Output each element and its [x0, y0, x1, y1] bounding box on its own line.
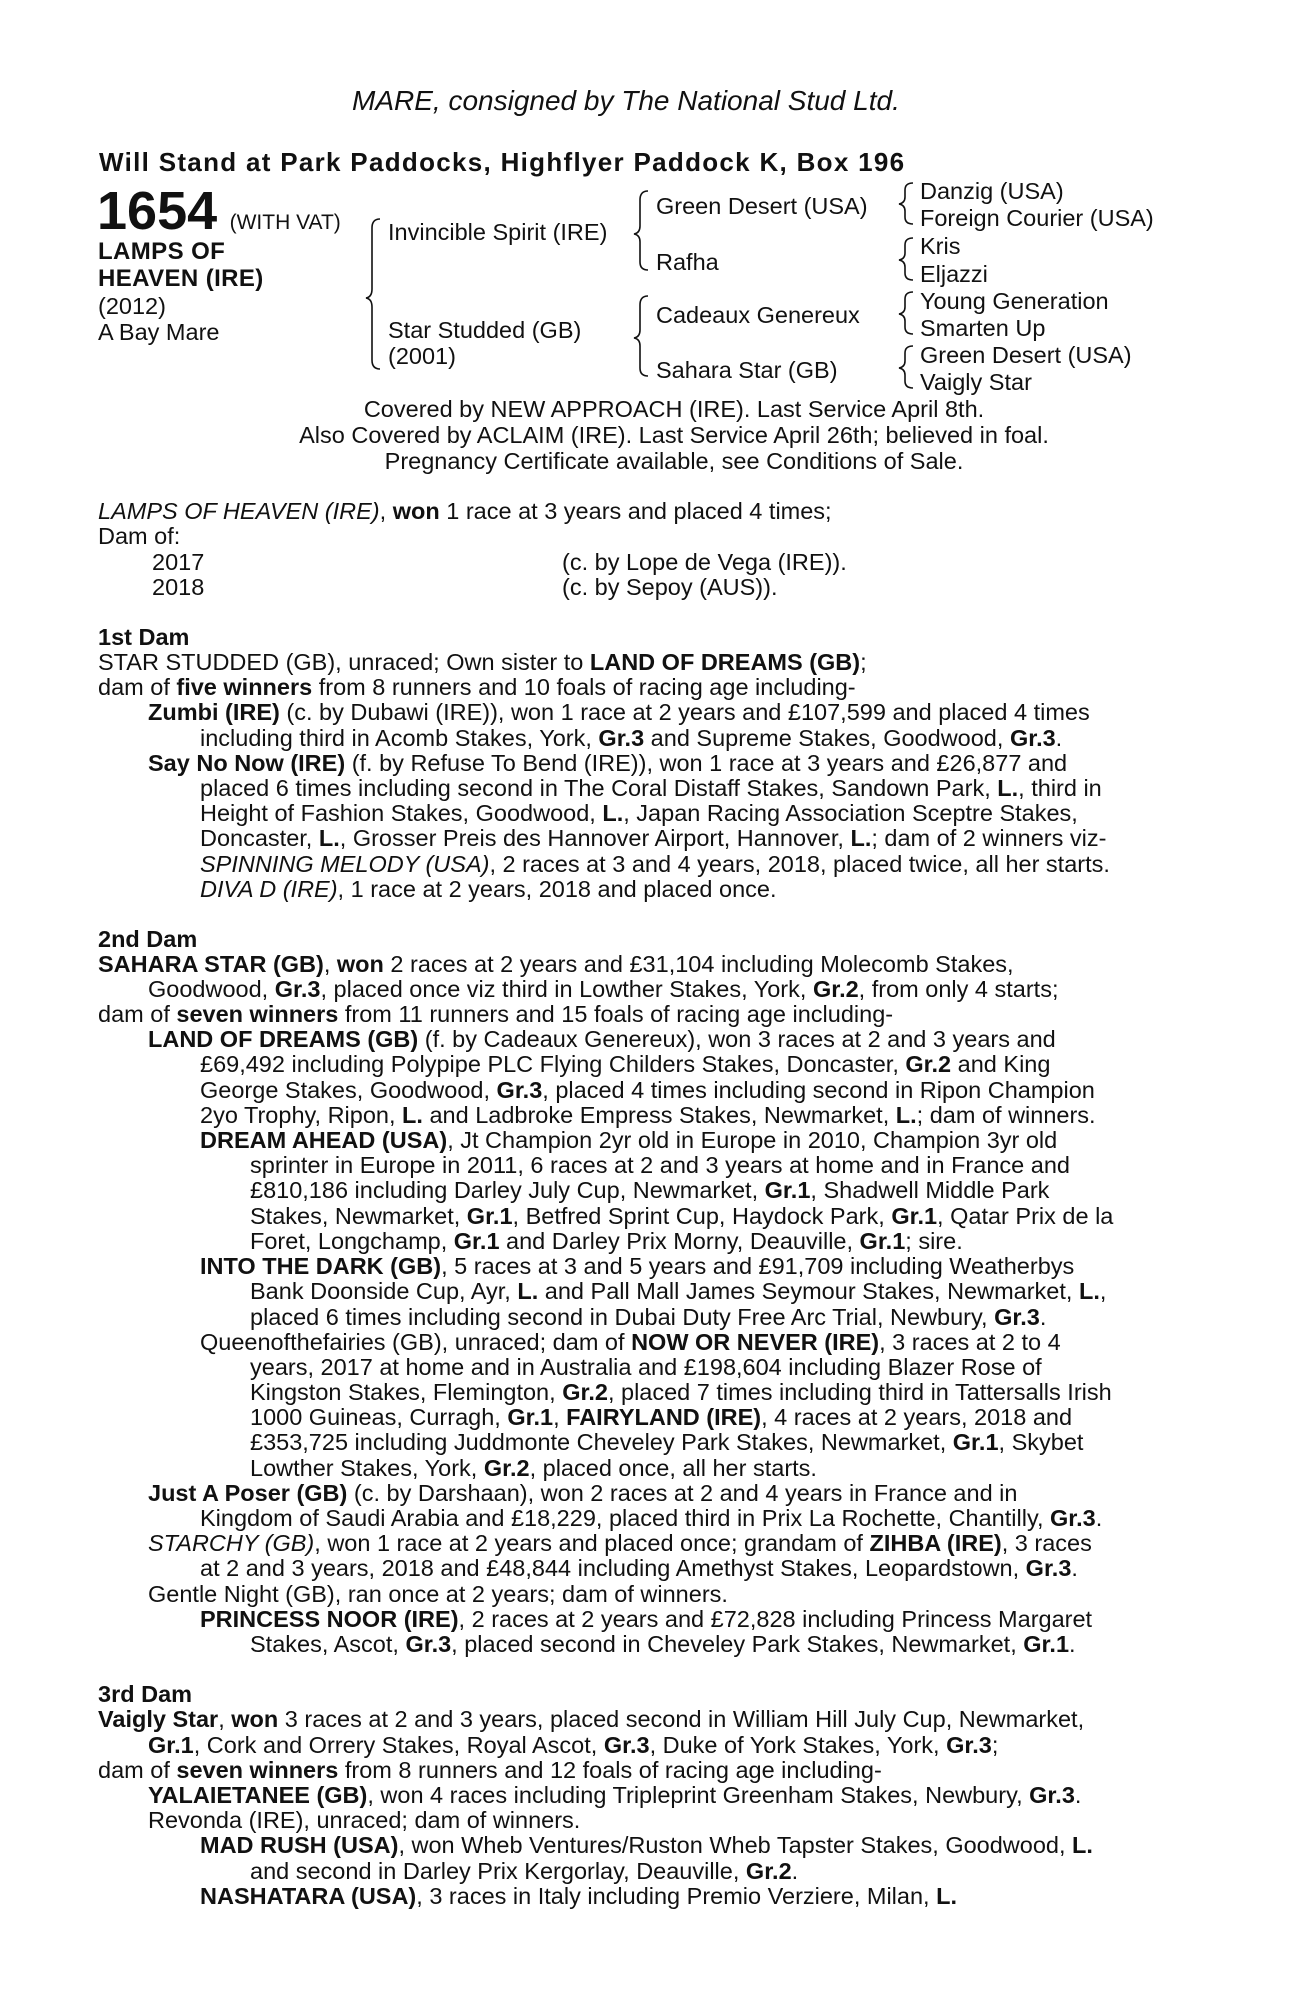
- dam2-line: SAHARA STAR (GB), won 2 races at 2 years and £31,104 including Molecomb Stakes,: [98, 951, 1014, 977]
- dam-sire-dam: Smarten Up: [920, 315, 1046, 341]
- dam3-line: MAD RUSH (USA), won Wheb Ventures/Ruston Wheb Tapster Stakes, Goodwood, L.: [200, 1832, 1093, 1858]
- produce-year: 2018: [152, 574, 205, 600]
- dam2-line: LAND OF DREAMS (GB) (f. by Cadeaux Genereux), won 3 races at 2 and 3 years and: [148, 1026, 1056, 1052]
- dam1-line: SPINNING MELODY (USA), 2 races at 3 and 4 years, 2018, placed twice, all her starts.: [200, 851, 1110, 877]
- produce-detail: (c. by Sepoy (AUS)).: [562, 574, 778, 600]
- dam1-line: DIVA D (IRE), 1 race at 2 years, 2018 and placed once.: [200, 876, 777, 902]
- dam-dam-sire: Green Desert (USA): [920, 342, 1132, 368]
- sire-dam-sire: Kris: [920, 233, 961, 259]
- dam2-line: at 2 and 3 years, 2018 and £48,844 including Amethyst Stakes, Leopardstown, Gr.3.: [200, 1555, 1078, 1581]
- dam3-line: Vaigly Star, won 3 races at 2 and 3 years, placed second in William Hill July Cup, Newmarket,: [98, 1706, 1085, 1732]
- produce-year: 2017: [152, 549, 205, 575]
- intro-won: won: [392, 498, 440, 524]
- dam-dam: Sahara Star (GB): [656, 357, 838, 383]
- dam-sire-sire: Young Generation: [920, 288, 1109, 314]
- dam2-line: Goodwood, Gr.3, placed once viz third in Lowther Stakes, York, Gr.2, from only 4 starts;: [148, 976, 1059, 1002]
- intro-horse-name: LAMPS OF HEAVEN (IRE): [98, 498, 380, 524]
- foaling-year: (2012): [98, 293, 166, 319]
- dam-year: (2001): [388, 343, 456, 369]
- dam3-line: Revonda (IRE), unraced; dam of winners.: [148, 1807, 581, 1833]
- dam3-line: and second in Darley Prix Kergorlay, Deauville, Gr.2.: [250, 1858, 799, 1884]
- dam2-line: Foret, Longchamp, Gr.1 and Darley Prix Morny, Deauville, Gr.1; sire.: [250, 1228, 963, 1254]
- dam3-line: NASHATARA (USA), 3 races in Italy including Premio Verziere, Milan, L.: [200, 1883, 957, 1909]
- horse-name-line2: HEAVEN (IRE): [98, 265, 264, 292]
- dam2-line: DREAM AHEAD (USA), Jt Champion 2yr old in Europe in 2010, Champion 3yr old: [200, 1127, 1058, 1153]
- covered-note: Covered by NEW APPROACH (IRE). Last Service April 8th.: [363, 396, 985, 422]
- dam1-line: including third in Acomb Stakes, York, Gr.3 and Supreme Stakes, Goodwood, Gr.3.: [200, 725, 1063, 751]
- sire-dam-dam: Eljazzi: [920, 261, 988, 287]
- dam2-line: placed 6 times including second in Dubai Duty Free Arc Trial, Newbury, Gr.3.: [250, 1304, 1047, 1330]
- dam3-line: dam of seven winners from 8 runners and 12 foals of racing age including-: [98, 1757, 882, 1783]
- dam2-line: sprinter in Europe in 2011, 6 races at 2 and 3 years at home and in France and: [250, 1152, 1070, 1178]
- dam2-line: 2yo Trophy, Ripon, L. and Ladbroke Empress Stakes, Newmarket, L.; dam of winners.: [200, 1102, 1096, 1128]
- vat-label: (WITH VAT): [229, 211, 341, 234]
- dam2-line: Kingdom of Saudi Arabia and £18,229, placed third in Prix La Rochette, Chantilly, Gr.3.: [200, 1505, 1103, 1531]
- dam2-line: Bank Doonside Cup, Ayr, L. and Pall Mall James Seymour Stakes, Newmarket, L.,: [250, 1278, 1107, 1304]
- dam3-line: YALAIETANEE (GB), won 4 races including Tripleprint Greenham Stakes, Newbury, Gr.3.: [148, 1782, 1082, 1808]
- dam2-line: PRINCESS NOOR (IRE), 2 races at 2 years and £72,828 including Princess Margaret: [200, 1606, 1093, 1632]
- lot-number: 1654: [97, 181, 218, 241]
- dam1-line: Doncaster, L., Grosser Preis des Hannover Airport, Hannover, L.; dam of 2 winners viz-: [200, 825, 1107, 851]
- dam1-line: Say No Now (IRE) (f. by Refuse To Bend (IRE)), won 1 race at 3 years and £26,877 and: [148, 750, 1068, 776]
- dam2-line: Just A Poser (GB) (c. by Darshaan), won 2 races at 2 and 4 years in France and in: [148, 1480, 1018, 1506]
- consignor-line: MARE, consigned by The National Stud Ltd.: [352, 85, 900, 116]
- intro-record: 1 race at 3 years and placed 4 times;: [439, 498, 832, 524]
- dam2-line: Stakes, Ascot, Gr.3, placed second in Cheveley Park Stakes, Newmarket, Gr.1.: [250, 1631, 1076, 1657]
- produce-detail: (c. by Lope de Vega (IRE)).: [562, 549, 847, 575]
- dam2-line: £810,186 including Darley July Cup, Newmarket, Gr.1, Shadwell Middle Park: [250, 1177, 1050, 1203]
- dam2-line: George Stakes, Goodwood, Gr.3, placed 4 times including second in Ripon Champion: [200, 1077, 1095, 1103]
- dam2-line: INTO THE DARK (GB), 5 races at 3 and 5 years and £91,709 including Weatherbys: [200, 1253, 1075, 1279]
- sire-sire-sire: Danzig (USA): [920, 178, 1064, 204]
- horse-name-line1: LAMPS OF: [98, 238, 226, 265]
- sire-sire-dam: Foreign Courier (USA): [920, 205, 1154, 231]
- dam2-line: dam of seven winners from 11 runners and 15 foals of racing age including-: [98, 1001, 894, 1027]
- sire-name: Invincible Spirit (IRE): [388, 219, 608, 245]
- also-covered-note: Also Covered by ACLAIM (IRE). Last Service April 26th; believed in foal.: [299, 422, 1049, 448]
- dam2-line: 1000 Guineas, Curragh, Gr.1, FAIRYLAND (IRE), 4 races at 2 years, 2018 and: [250, 1404, 1073, 1430]
- dam2-line: Lowther Stakes, York, Gr.2, placed once, all her starts.: [250, 1455, 817, 1481]
- dam2-line: Kingston Stakes, Flemington, Gr.2, placed 7 times including third in Tattersalls Irish: [250, 1379, 1112, 1405]
- dam2-line: years, 2017 at home and in Australia and £198,604 including Blazer Rose of: [250, 1354, 1042, 1380]
- dam-dam-dam: Vaigly Star: [920, 369, 1032, 395]
- intro-line: LAMPS OF HEAVEN (IRE), won 1 race at 3 years and placed 4 times;: [98, 498, 832, 524]
- dam2-line: Gentle Night (GB), ran once at 2 years; dam of winners.: [148, 1581, 728, 1607]
- horse-description: A Bay Mare: [98, 319, 220, 345]
- dam1-line: dam of five winners from 8 runners and 10 foals of racing age including-: [98, 674, 856, 700]
- dam1-line: Zumbi (IRE) (c. by Dubawi (IRE)), won 1 race at 2 years and £107,599 and placed 4 times: [148, 699, 1090, 725]
- dam2-line: Stakes, Newmarket, Gr.1, Betfred Sprint Cup, Haydock Park, Gr.1, Qatar Prix de la: [250, 1203, 1114, 1229]
- location-line: Will Stand at Park Paddocks, Highflyer Paddock K, Box 196: [99, 147, 906, 177]
- section-heading-2nd-dam: 2nd Dam: [98, 926, 198, 952]
- dam-of-label: Dam of:: [98, 523, 181, 549]
- dam2-line: STARCHY (GB), won 1 race at 2 years and placed once; grandam of ZIHBA (IRE), 3 races: [148, 1530, 1092, 1556]
- dam2-line: £69,492 including Polypipe PLC Flying Childers Stakes, Doncaster, Gr.2 and King: [200, 1051, 1051, 1077]
- section-heading-1st-dam: 1st Dam: [98, 624, 190, 650]
- dam1-line: STAR STUDDED (GB), unraced; Own sister to LAND OF DREAMS (GB);: [98, 649, 867, 675]
- section-heading-3rd-dam: 3rd Dam: [98, 1681, 193, 1707]
- dam-sire: Cadeaux Genereux: [656, 302, 860, 328]
- dam1-line: placed 6 times including second in The Coral Distaff Stakes, Sandown Park, L., third in: [200, 775, 1102, 801]
- sire-dam: Rafha: [656, 249, 719, 275]
- dam2-line: £353,725 including Juddmonte Cheveley Park Stakes, Newmarket, Gr.1, Skybet: [250, 1429, 1084, 1455]
- dam3-line: Gr.1, Cork and Orrery Stakes, Royal Ascot, Gr.3, Duke of York Stakes, York, Gr.3;: [148, 1732, 999, 1758]
- dam-name: Star Studded (GB): [388, 317, 582, 343]
- dam1-line: Height of Fashion Stakes, Goodwood, L., Japan Racing Association Sceptre Stakes,: [200, 800, 1078, 826]
- dam2-line: Queenofthefairies (GB), unraced; dam of NOW OR NEVER (IRE), 3 races at 2 to 4: [200, 1329, 1061, 1355]
- pregnancy-note: Pregnancy Certificate available, see Conditions of Sale.: [384, 448, 964, 474]
- sire-sire: Green Desert (USA): [656, 193, 868, 219]
